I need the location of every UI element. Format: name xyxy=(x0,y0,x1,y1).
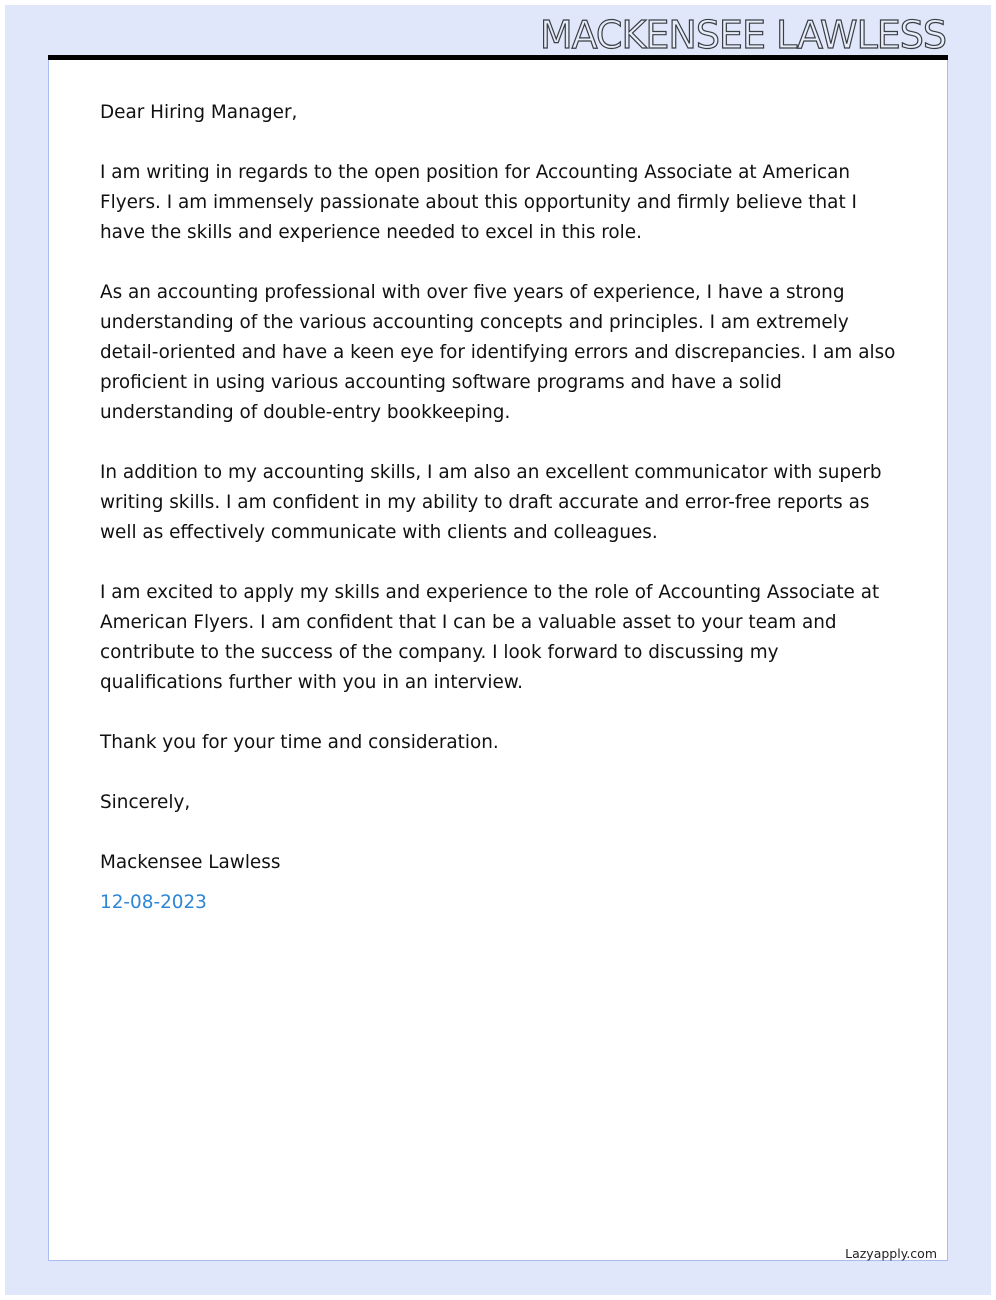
applicant-name-heading: MACKENSEE LAWLESS xyxy=(539,13,946,57)
paragraph-experience: As an accounting professional with over five years of experience, I have a strong understanding of the various accounting concepts and principles. I am extremely detail-oriented and have a keen eye for identifying errors and discrepancies. I am also proficient in using various accounting software programs and have a solid understanding of double-entry bookkeeping. xyxy=(100,282,896,423)
footer-brand: Lazyapply.com xyxy=(845,1246,937,1261)
signature-name: Mackensee Lawless xyxy=(100,852,281,873)
paragraph-closing-pitch: I am excited to apply my skills and experience to the role of Accounting Associate at American Flyers. I am confident that I can be a valuable asset to your team and contribute to the success of the company. I look forward to discussing my qualifications further with you in an interview. xyxy=(100,582,880,693)
thanks-line: Thank you for your time and consideration. xyxy=(100,732,499,753)
paragraph-intro: I am writing in regards to the open position for Accounting Associate at American Flyers. I am immensely passionate about this opportunity and firmly believe that I have the skills and experience needed to excel in this role. xyxy=(100,162,857,243)
paragraph-communication: In addition to my accounting skills, I am also an excellent communicator with superb writing skills. I am confident in my ability to draft accurate and error-free reports as well as effectively communicate with clients and colleagues. xyxy=(100,462,882,543)
closing-line: Sincerely, xyxy=(100,792,191,813)
salutation: Dear Hiring Manager, xyxy=(100,102,298,123)
letter-date: 12-08-2023 xyxy=(100,892,207,913)
letter-body xyxy=(100,98,900,948)
